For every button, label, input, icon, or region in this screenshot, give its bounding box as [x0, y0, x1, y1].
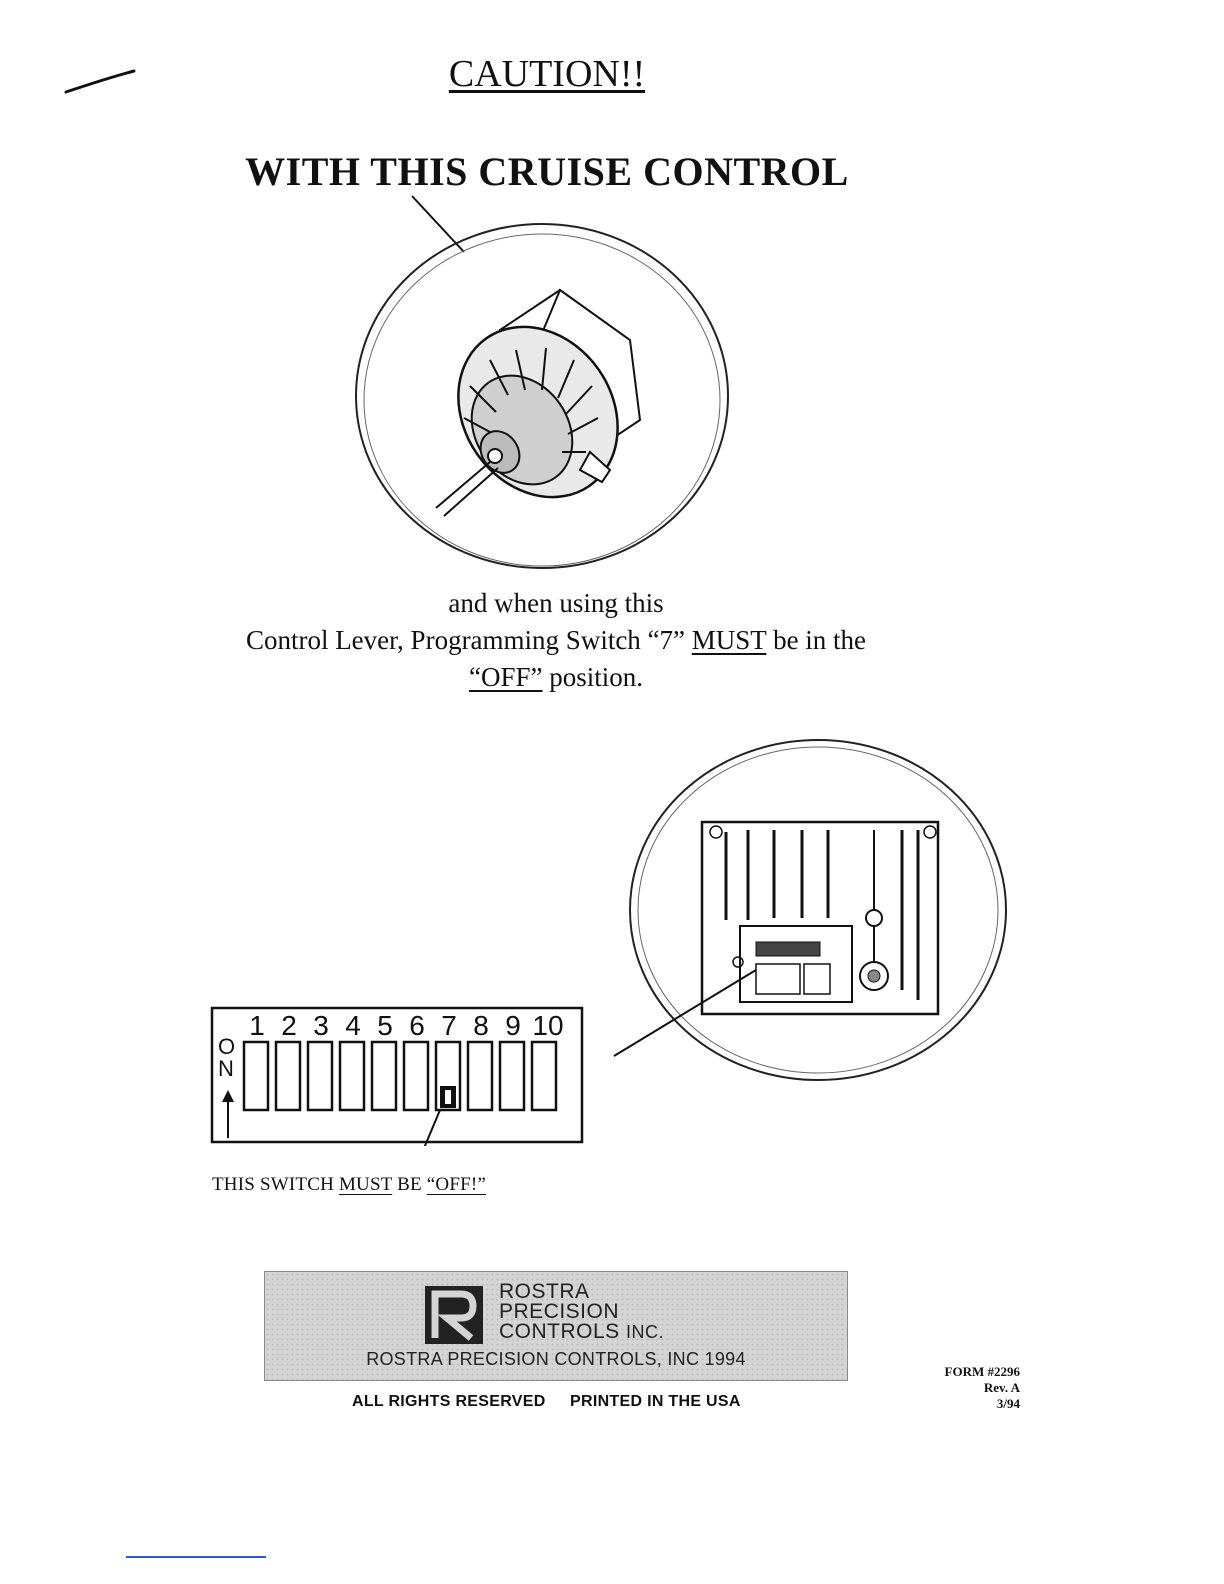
- logo-copyright: ROSTRA PRECISION CONTROLS, INC 1994: [366, 1349, 746, 1369]
- form-number: FORM #2296: [944, 1364, 1020, 1379]
- dip-switch-1: [244, 1042, 268, 1110]
- dip-switch-3: [308, 1042, 332, 1110]
- form-revision: Rev. A: [983, 1380, 1020, 1395]
- instruction-line-1: and when using this: [448, 588, 664, 618]
- dip-switch-5: [372, 1042, 396, 1110]
- cruise-control-illustration: [340, 190, 740, 590]
- logo-company-name: [499, 1282, 664, 1342]
- instruction-line-3: [0, 659, 1112, 696]
- switch-caption: [212, 1174, 486, 1196]
- instruction-line-2-end: be in the: [766, 625, 867, 655]
- dip-switch-8: [468, 1042, 492, 1110]
- dip-number: 6: [409, 1010, 425, 1041]
- on-label-text: ON: [218, 1034, 236, 1081]
- dip-number: 3: [313, 1010, 329, 1041]
- dip-switch-10: [532, 1042, 556, 1110]
- logo-line-rostra: ROSTRA: [499, 1280, 590, 1303]
- rostra-r-logo-icon: [425, 1286, 483, 1344]
- dip-switch-6: [404, 1042, 428, 1110]
- instruction-text: [0, 585, 1112, 696]
- control-module-illustration: [600, 730, 1020, 1100]
- footer-link-line: [126, 1556, 266, 1558]
- dip-number: 2: [281, 1010, 297, 1041]
- instruction-line-2: [0, 622, 1112, 659]
- form-number-block: [880, 1364, 1020, 1412]
- logo-line-precision: PRECISION: [499, 1300, 620, 1323]
- dip-on-label: [218, 1036, 238, 1080]
- logo-inc-word: INC.: [626, 1322, 665, 1342]
- switch-caption-start: THIS SWITCH: [212, 1174, 339, 1195]
- dip-switch-2: [276, 1042, 300, 1110]
- logo-controls-word: CONTROLS: [499, 1320, 620, 1343]
- caution-title: CAUTION!!: [448, 53, 646, 95]
- printed-in-usa: PRINTED IN THE USA: [570, 1393, 741, 1410]
- cruise-control-subtitle: WITH THIS CRUISE CONTROL: [245, 149, 849, 194]
- dip-switch-9: [500, 1042, 524, 1110]
- dip-number: 5: [377, 1010, 393, 1041]
- rights-reserved: ALL RIGHTS RESERVED: [352, 1393, 546, 1410]
- dip-number: 9: [505, 1010, 521, 1041]
- form-date: 3/94: [996, 1396, 1020, 1411]
- must-emphasis: MUST: [691, 625, 767, 655]
- instruction-line-2-start: Control Lever, Programming Switch “7”: [245, 625, 692, 655]
- dip-switch-numbers: [242, 1010, 572, 1044]
- switch-caption-must: MUST: [338, 1174, 393, 1195]
- switch-caption-off: “OFF!”: [426, 1174, 487, 1195]
- instruction-line-3-end: position.: [542, 662, 643, 692]
- dip-number: 10: [532, 1010, 564, 1041]
- dip-switch-4: [340, 1042, 364, 1110]
- switch-caption-mid: BE: [392, 1174, 427, 1195]
- dip-number: 4: [345, 1010, 361, 1041]
- dip-number: 7: [441, 1010, 457, 1041]
- dip-number: 1: [249, 1010, 265, 1041]
- rostra-logo-banner: [264, 1271, 848, 1381]
- logo-line-controls: [499, 1322, 664, 1342]
- dip-number: 8: [473, 1010, 489, 1041]
- off-emphasis: “OFF”: [468, 662, 543, 692]
